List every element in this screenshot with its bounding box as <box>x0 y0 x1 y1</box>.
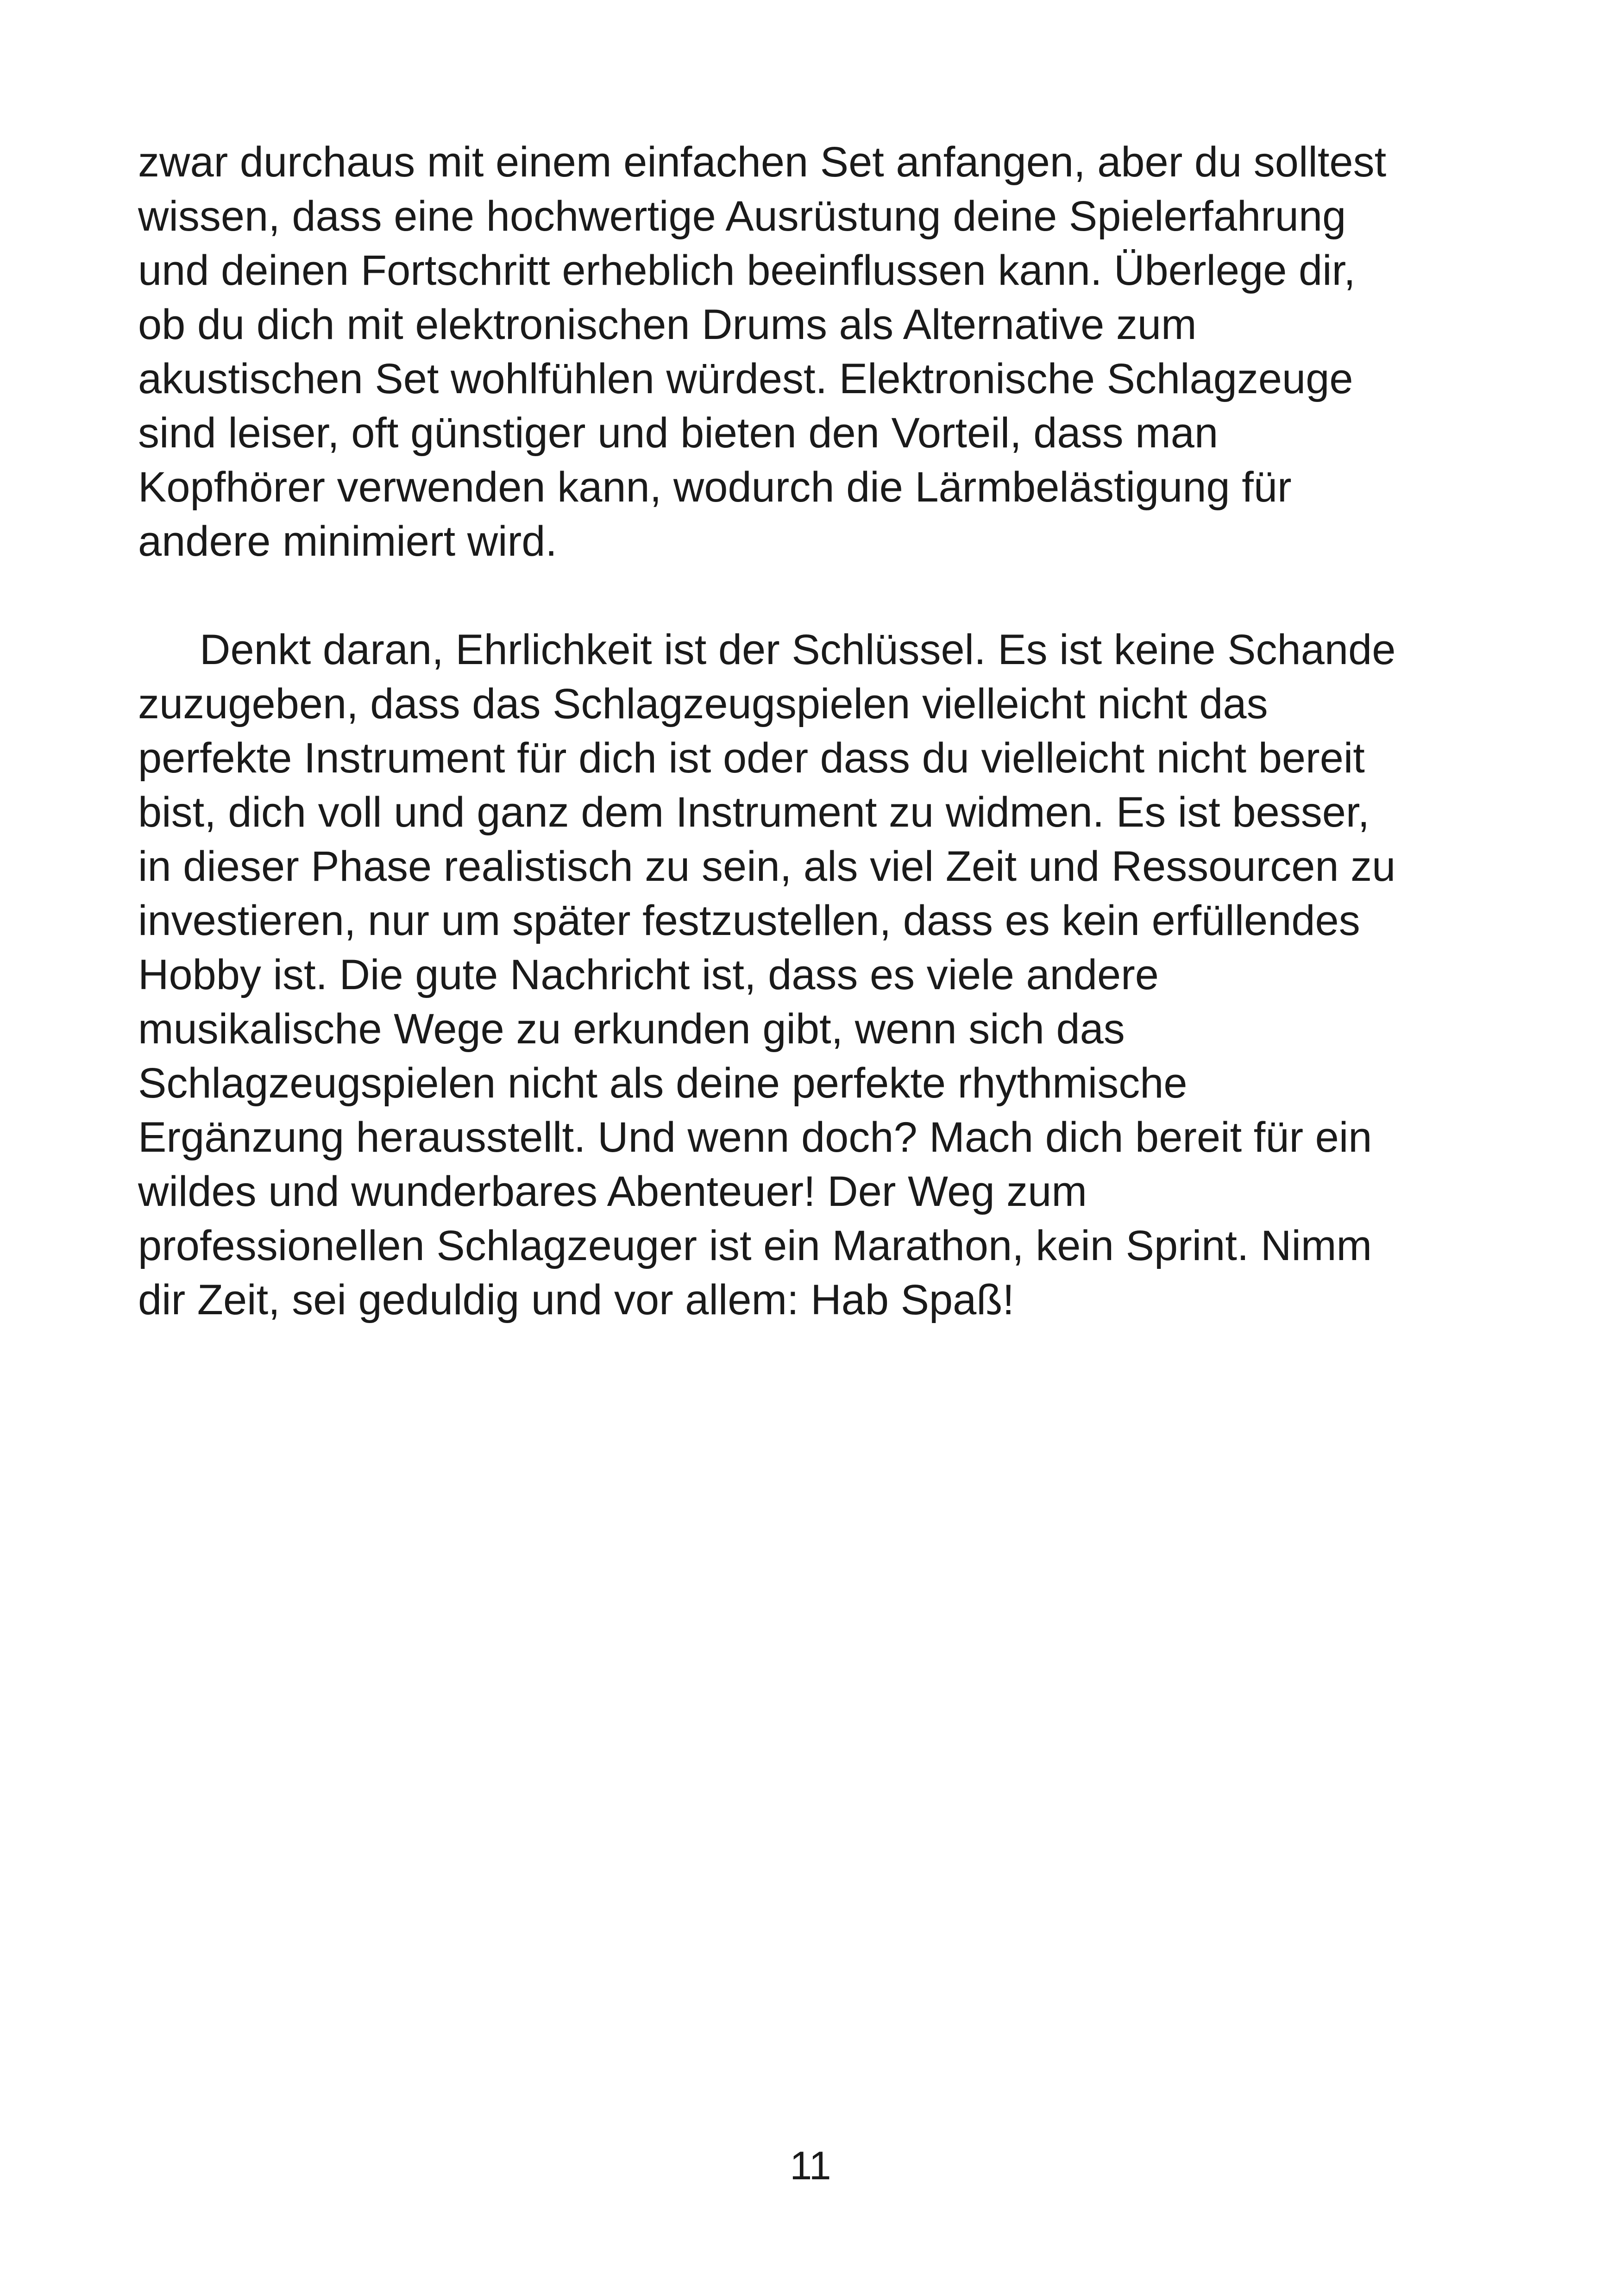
text-line: akustischen Set wohlfühlen würdest. Elektronische Schlagzeuge <box>138 355 1353 402</box>
text-line: musikalische Wege zu erkunden gibt, wenn sich das <box>138 1005 1125 1053</box>
text-line: wissen, dass eine hochwertige Ausrüstung deine Spielerfahrung <box>138 193 1346 240</box>
text-line: Schlagzeugspielen nicht als deine perfekte rhythmische <box>138 1060 1187 1107</box>
text-line: Ergänzung herausstellt. Und wenn doch? Mach dich bereit für ein <box>138 1114 1372 1161</box>
text-line: Hobby ist. Die gute Nachricht ist, dass es viele andere <box>138 951 1159 998</box>
text-line: perfekte Instrument für dich ist oder dass du vielleicht nicht bereit <box>138 734 1365 782</box>
text-line: ob du dich mit elektronischen Drums als Alternative zum <box>138 301 1197 348</box>
text-line: zwar durchaus mit einem einfachen Set anfangen, aber du solltest <box>138 138 1387 186</box>
text-line: investieren, nur um später festzustellen, dass es kein erfüllendes <box>138 897 1360 944</box>
text-line: Kopfhörer verwenden kann, wodurch die Lärmbelästigung für <box>138 464 1292 511</box>
page-number: 11 <box>790 2144 831 2188</box>
text-line: wildes und wunderbares Abenteuer! Der Weg zum <box>138 1168 1087 1215</box>
text-line: in dieser Phase realistisch zu sein, als viel Zeit und Ressourcen zu <box>138 843 1396 890</box>
text-line: professionellen Schlagzeuger ist ein Marathon, kein Sprint. Nimm <box>138 1222 1372 1269</box>
text-line: bist, dich voll und ganz dem Instrument zu widmen. Es ist besser, <box>138 789 1370 836</box>
body-text <box>138 135 1481 1327</box>
paragraph-2 <box>138 623 1481 1327</box>
text-line-indented: Denkt daran, Ehrlichkeit ist der Schlüssel. Es ist keine Schande <box>200 626 1396 673</box>
paragraph-spacer <box>138 569 1481 623</box>
text-line: andere minimiert wird. <box>138 518 557 565</box>
text-line: zuzugeben, dass das Schlagzeugspielen vielleicht nicht das <box>138 680 1268 728</box>
text-line: dir Zeit, sei geduldig und vor allem: Hab Spaß! <box>138 1276 1015 1324</box>
paragraph-1 <box>138 135 1481 569</box>
text-line: sind leiser, oft günstiger und bieten den Vorteil, dass man <box>138 409 1219 457</box>
text-line: und deinen Fortschritt erheblich beeinflussen kann. Überlege dir, <box>138 247 1356 294</box>
